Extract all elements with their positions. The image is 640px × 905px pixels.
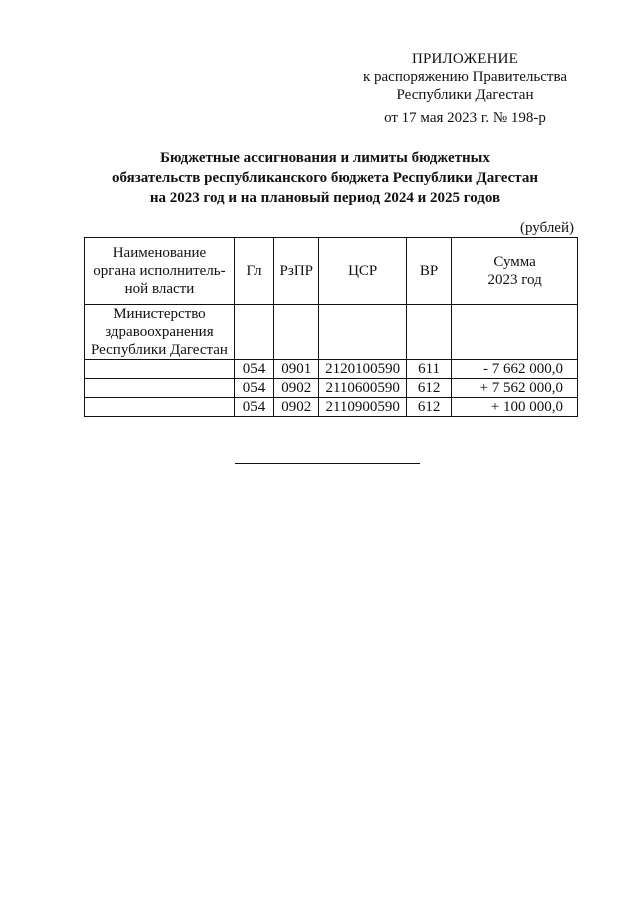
header-vr: ВР xyxy=(406,238,451,305)
annex-subtitle-text-2: Республики Дагестан xyxy=(396,87,534,103)
budget-table-body xyxy=(85,305,578,417)
row-rzpr: 0902 xyxy=(274,398,319,417)
row-csr: 2110600590 xyxy=(319,379,407,398)
header-csr: ЦСР xyxy=(319,238,407,305)
table-row xyxy=(85,360,578,379)
table-row xyxy=(85,398,578,417)
organization-sum-empty xyxy=(452,305,578,360)
organization-name xyxy=(85,305,235,360)
header-sum xyxy=(452,238,578,305)
row-name-empty xyxy=(85,379,235,398)
header-row xyxy=(85,238,578,305)
row-csr: 2120100590 xyxy=(319,360,407,379)
row-name-empty xyxy=(85,360,235,379)
header-rzpr: РзПР xyxy=(274,238,319,305)
header-name xyxy=(85,238,235,305)
organization-vr-empty xyxy=(406,305,451,360)
row-sum: + 100 000,0 xyxy=(452,398,578,417)
row-rzpr: 0902 xyxy=(274,379,319,398)
organization-gl-empty xyxy=(234,305,273,360)
annex-title xyxy=(330,50,600,69)
budget-table xyxy=(84,237,578,417)
budget-table-header xyxy=(85,238,578,305)
row-vr: 612 xyxy=(406,379,451,398)
header-gl: Гл xyxy=(234,238,273,305)
organization-name-line-2: здравоохранения xyxy=(105,324,214,340)
row-vr: 611 xyxy=(406,360,451,379)
row-gl: 054 xyxy=(234,360,273,379)
annex-subtitle-line-1 xyxy=(330,68,600,87)
row-sum: - 7 662 000,0 xyxy=(452,360,578,379)
annex-date-text: от 17 мая 2023 г. № 198-р xyxy=(384,110,546,126)
header-name-line-1: Наименование xyxy=(112,245,207,261)
document-title-line-1: Бюджетные ассигнования и лимиты бюджетных xyxy=(160,150,490,166)
units-label: (рублей) xyxy=(519,220,574,236)
header-sum-line-1: Сумма xyxy=(493,254,536,270)
organization-name-line-3: Республики Дагестан xyxy=(90,342,228,358)
row-vr: 612 xyxy=(406,398,451,417)
row-gl: 054 xyxy=(234,398,273,417)
header-name-line-3: ной власти xyxy=(124,281,195,297)
document-title-line-2: обязательств республиканского бюджета Республики Дагестан xyxy=(111,170,539,186)
organization-row xyxy=(85,305,578,360)
table-row xyxy=(85,379,578,398)
header-name-line-2: органа исполнитель- xyxy=(93,263,226,279)
row-name-empty xyxy=(85,398,235,417)
closing-rule xyxy=(235,463,420,464)
row-gl: 054 xyxy=(234,379,273,398)
annex-date xyxy=(330,109,600,128)
row-rzpr: 0901 xyxy=(274,360,319,379)
row-csr: 2110900590 xyxy=(319,398,407,417)
organization-name-line-1: Министерство xyxy=(113,306,206,322)
row-sum: + 7 562 000,0 xyxy=(452,379,578,398)
document-title-line-3: на 2023 год и на плановый период 2024 и 2025 годов xyxy=(149,190,501,206)
annex-subtitle-text-1: к распоряжению Правительства xyxy=(362,69,567,85)
annex-title-text: ПРИЛОЖЕНИЕ xyxy=(411,51,519,67)
organization-rzpr-empty xyxy=(274,305,319,360)
organization-csr-empty xyxy=(319,305,407,360)
annex-subtitle-line-2 xyxy=(330,86,600,105)
header-sum-line-2: 2023 год xyxy=(487,272,542,288)
document-title xyxy=(60,148,590,208)
